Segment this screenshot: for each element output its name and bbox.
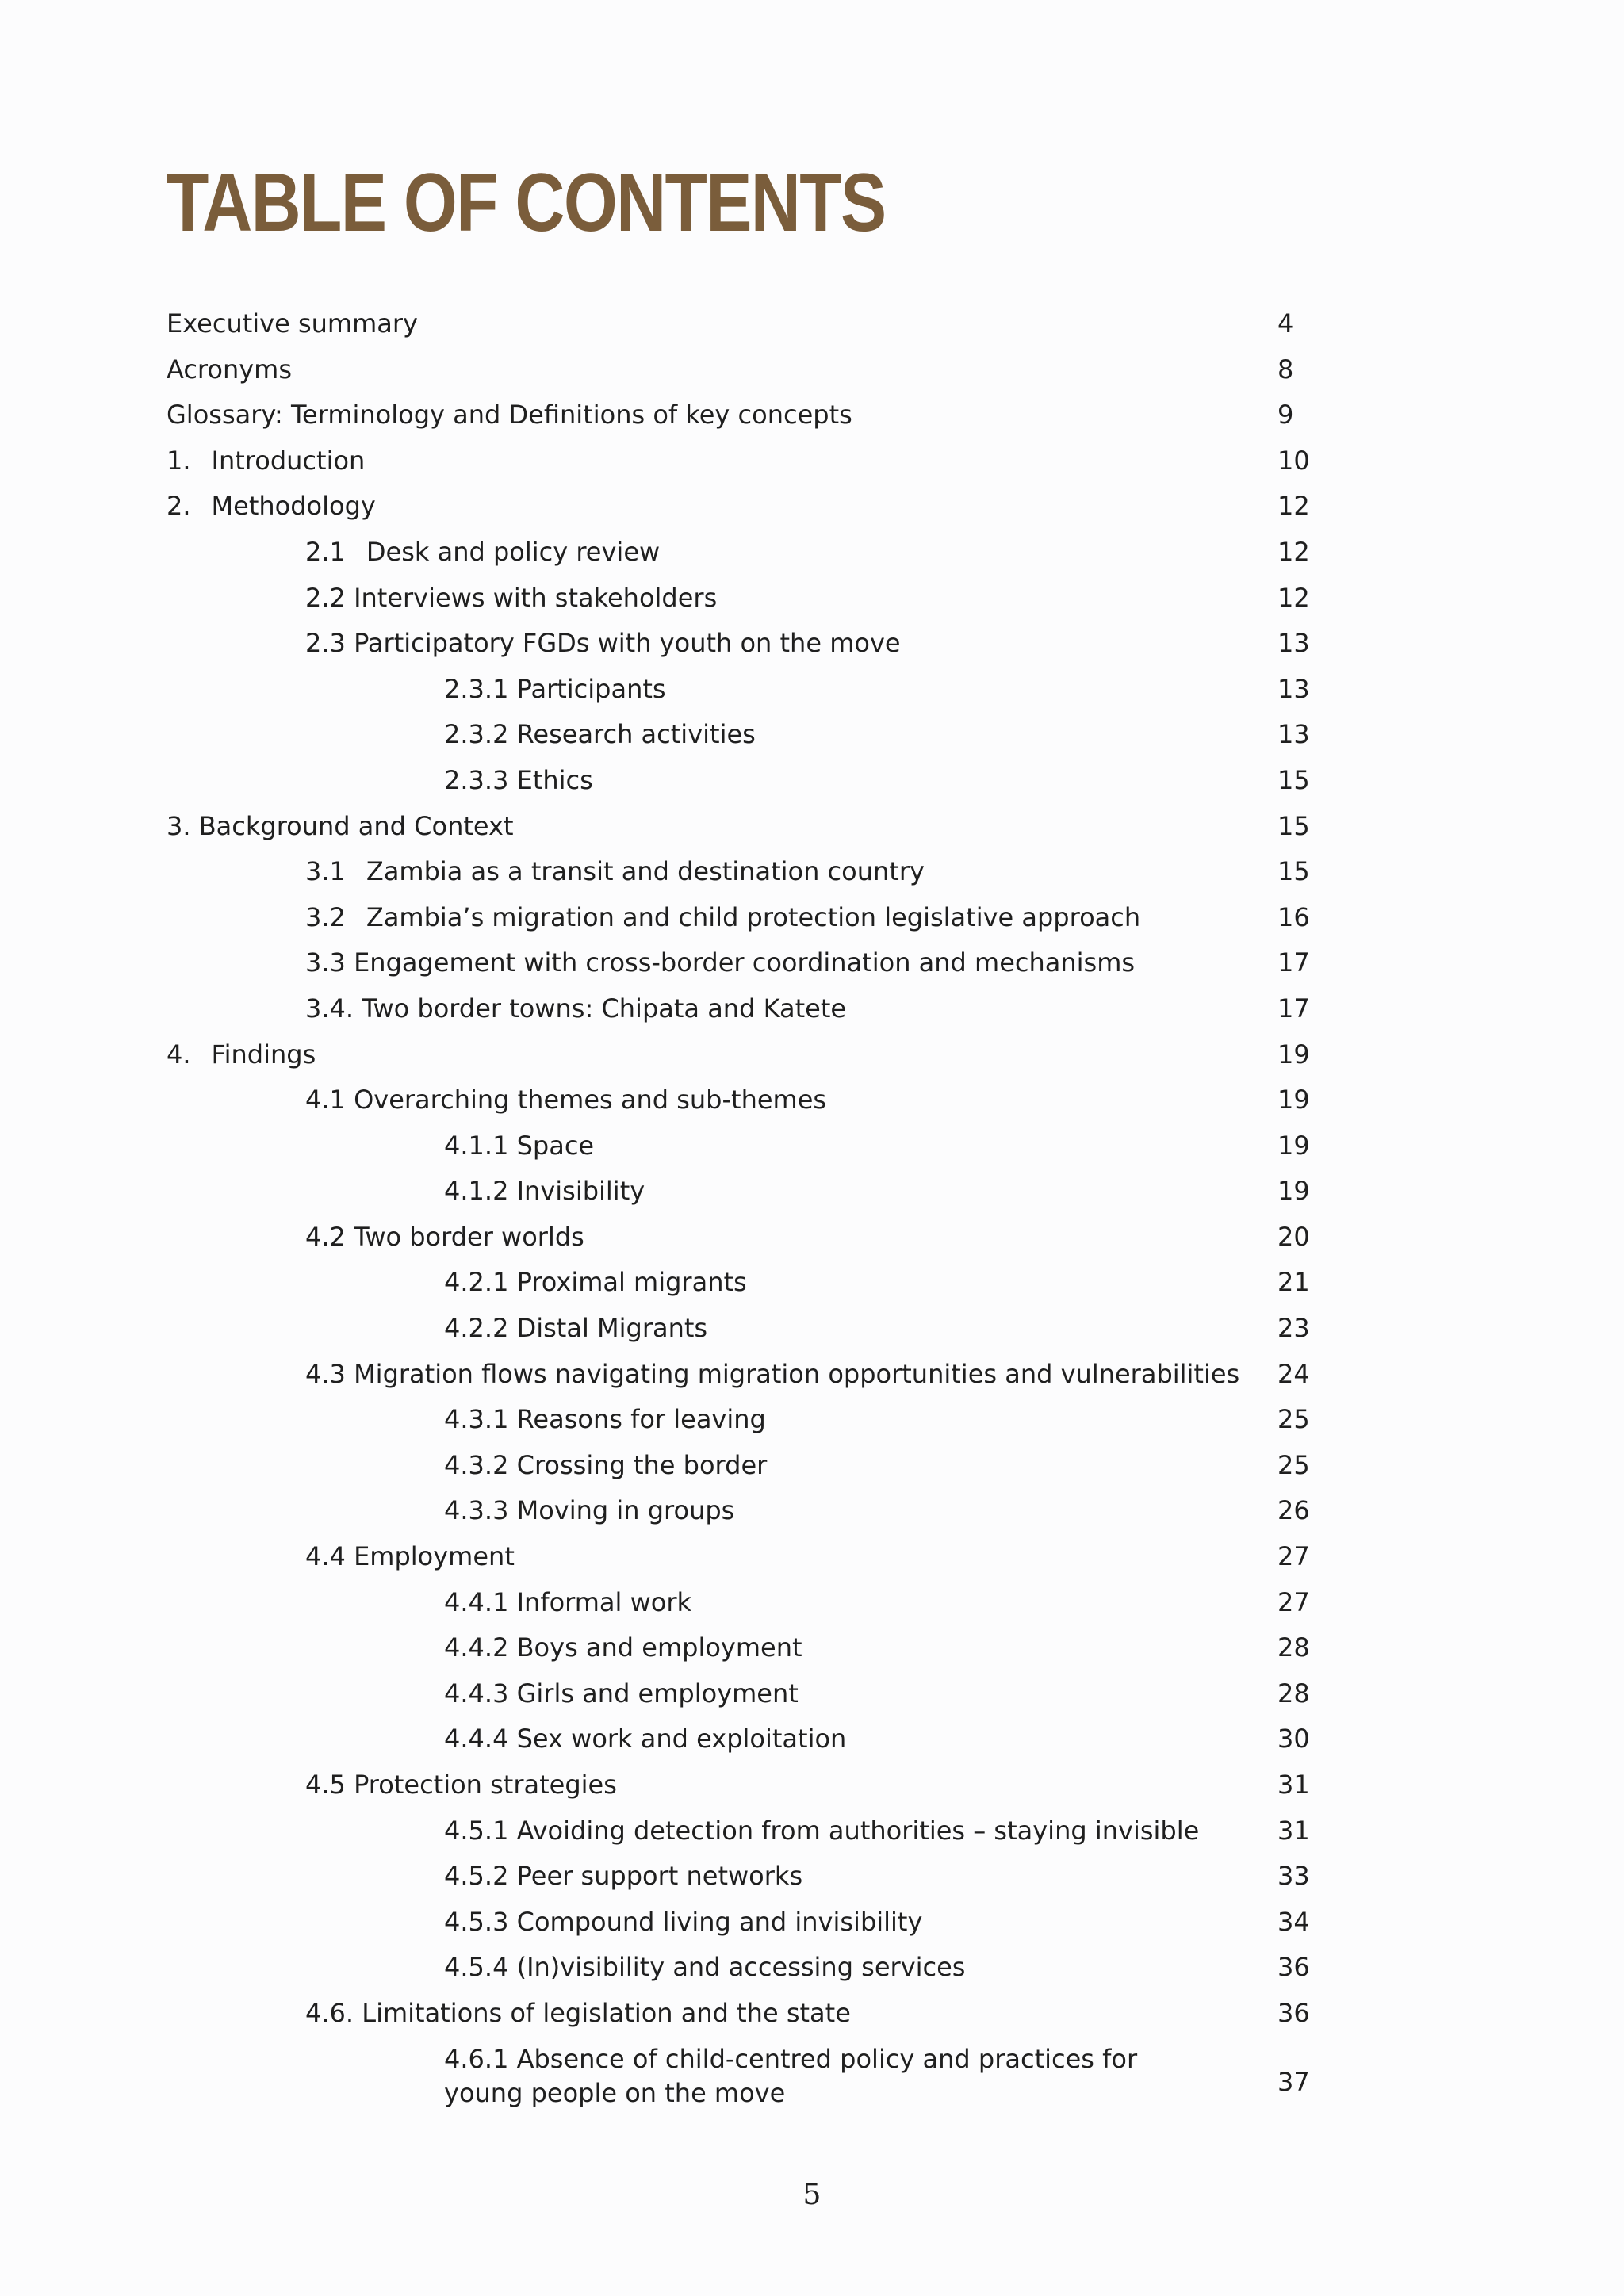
toc-entry[interactable] xyxy=(0,621,1624,667)
toc-entry[interactable] xyxy=(0,1443,1624,1489)
toc-entry[interactable] xyxy=(0,895,1624,941)
toc-entry-title xyxy=(444,1854,802,1900)
toc-entry[interactable] xyxy=(0,758,1624,804)
toc-entry-title xyxy=(167,392,852,438)
toc-entry-label: 4.3.2 Crossing the border xyxy=(444,1449,768,1480)
toc-entry-label: 2.3.1 Participants xyxy=(444,673,666,704)
toc-entry-page-number: 37 xyxy=(1277,2066,1310,2097)
toc-entry[interactable] xyxy=(0,1260,1624,1306)
toc-entry-page-number: 26 xyxy=(1277,1495,1310,1526)
toc-entry-title xyxy=(444,1397,766,1443)
table-of-contents-list xyxy=(0,301,1624,2106)
toc-entry-page-number: 19 xyxy=(1277,1039,1310,1070)
toc-entry-label: 4.3 Migration flows navigating migration opportunities and vulnerabilities xyxy=(305,1358,1240,1389)
toc-entry-page-number: 19 xyxy=(1277,1130,1310,1161)
toc-entry-label: Glossary: Terminology and Definitions of key concepts xyxy=(167,400,852,430)
toc-entry[interactable] xyxy=(0,1671,1624,1717)
toc-entry-number: 3.2 xyxy=(305,901,346,932)
toc-entry-label: 4.4.3 Girls and employment xyxy=(444,1678,799,1709)
toc-entry[interactable] xyxy=(0,1534,1624,1580)
toc-entry-label: 4.6. Limitations of legislation and the state xyxy=(305,1997,851,2028)
toc-entry[interactable] xyxy=(0,1625,1624,1671)
toc-entry[interactable] xyxy=(0,1945,1624,1991)
toc-entry-label: 4.5 Protection strategies xyxy=(305,1770,617,1800)
toc-entry-label: Findings xyxy=(211,1039,316,1070)
toc-entry[interactable] xyxy=(0,530,1624,576)
toc-entry-label: Zambia as a transit and destination country xyxy=(366,856,925,887)
toc-entry[interactable] xyxy=(0,1306,1624,1352)
toc-entry-label: 4.4.1 Informal work xyxy=(444,1586,692,1617)
toc-entry-title xyxy=(305,576,717,622)
toc-entry-page-number: 13 xyxy=(1277,673,1310,704)
toc-entry-label: 3.4. Two border towns: Chipata and Katete xyxy=(305,993,847,1024)
toc-entry-page-number: 10 xyxy=(1277,445,1310,476)
toc-entry[interactable] xyxy=(0,347,1624,393)
toc-entry[interactable] xyxy=(0,1169,1624,1215)
toc-entry[interactable] xyxy=(0,849,1624,895)
toc-entry-label: Methodology xyxy=(211,491,376,522)
toc-entry-label: 4.5.1 Avoiding detection from authorities – staying invisible xyxy=(444,1815,1200,1846)
toc-entry-page-number: 36 xyxy=(1277,1952,1310,1983)
toc-entry-page-number: 28 xyxy=(1277,1632,1310,1663)
toc-entry-title xyxy=(305,1352,1239,1398)
toc-entry-label: Executive summary xyxy=(167,308,418,339)
toc-entry-page-number: 27 xyxy=(1277,1541,1310,1572)
toc-entry[interactable] xyxy=(0,301,1624,347)
toc-entry-label: 4.2.1 Proximal migrants xyxy=(444,1267,747,1298)
toc-entry-label: 4.1.2 Invisibility xyxy=(444,1176,645,1207)
toc-entry[interactable] xyxy=(0,484,1624,530)
toc-entry-page-number: 15 xyxy=(1277,764,1310,795)
toc-entry[interactable] xyxy=(0,1854,1624,1900)
toc-entry[interactable] xyxy=(0,1488,1624,1534)
toc-entry[interactable] xyxy=(0,2037,1624,2106)
toc-entry-page-number: 30 xyxy=(1277,1724,1310,1755)
toc-entry-title xyxy=(167,1032,316,1078)
toc-entry-label: 2.3.2 Research activities xyxy=(444,719,756,750)
page-title: TABLE OF CONTENTS xyxy=(167,157,886,249)
toc-entry-page-number: 15 xyxy=(1277,810,1310,841)
toc-entry-title xyxy=(305,986,846,1032)
toc-entry-label: 4.2.2 Distal Migrants xyxy=(444,1313,708,1344)
toc-entry[interactable] xyxy=(0,1032,1624,1078)
toc-entry-page-number: 17 xyxy=(1277,993,1310,1024)
toc-entry-label: 3.3 Engagement with cross-border coordination and mechanisms xyxy=(305,947,1136,978)
toc-entry-title xyxy=(444,2042,1205,2110)
toc-entry[interactable] xyxy=(0,1397,1624,1443)
toc-entry-number: 1. xyxy=(167,445,191,476)
toc-entry-page-number: 12 xyxy=(1277,582,1310,613)
toc-entry-label: 4.4 Employment xyxy=(305,1541,515,1572)
toc-entry-label: 4.5.4 (In)visibility and accessing services xyxy=(444,1952,966,1983)
toc-entry-number: 2. xyxy=(167,491,191,522)
toc-entry-page-number: 13 xyxy=(1277,719,1310,750)
toc-entry-page-number: 36 xyxy=(1277,1997,1310,2028)
toc-entry-label: Acronyms xyxy=(167,354,293,385)
toc-entry[interactable] xyxy=(0,712,1624,758)
toc-entry-page-number: 23 xyxy=(1277,1313,1310,1344)
toc-entry-title xyxy=(305,1991,851,2037)
toc-entry-title xyxy=(444,1671,799,1717)
toc-entry-title xyxy=(444,1900,922,1946)
toc-entry[interactable] xyxy=(0,1808,1624,1854)
toc-entry-page-number: 19 xyxy=(1277,1176,1310,1207)
toc-entry-page-number: 24 xyxy=(1277,1358,1310,1389)
toc-entry[interactable] xyxy=(0,1352,1624,1398)
toc-entry-title xyxy=(167,484,376,530)
toc-entry-title xyxy=(167,301,418,347)
toc-entry[interactable] xyxy=(0,1716,1624,1762)
toc-entry[interactable] xyxy=(0,804,1624,850)
toc-entry-label: 4.2 Two border worlds xyxy=(305,1221,584,1252)
toc-entry-page-number: 12 xyxy=(1277,491,1310,522)
toc-entry-page-number: 33 xyxy=(1277,1861,1310,1892)
toc-entry-page-number: 21 xyxy=(1277,1267,1310,1298)
toc-entry-label: 4.1 Overarching themes and sub-themes xyxy=(305,1085,827,1115)
toc-entry[interactable] xyxy=(0,576,1624,622)
toc-entry[interactable] xyxy=(0,940,1624,986)
toc-entry-label: Desk and policy review xyxy=(366,536,661,567)
toc-entry-title xyxy=(305,940,1135,986)
toc-entry[interactable] xyxy=(0,438,1624,484)
toc-entry-title xyxy=(444,1945,965,1991)
toc-entry-title xyxy=(305,621,901,667)
page-number: 5 xyxy=(802,2179,822,2211)
toc-entry-title xyxy=(444,712,756,758)
toc-entry-page-number: 15 xyxy=(1277,856,1310,887)
toc-entry-title xyxy=(305,1534,515,1580)
toc-entry-title xyxy=(305,530,660,576)
toc-entry-page-number: 31 xyxy=(1277,1770,1310,1800)
toc-entry-page-number: 4 xyxy=(1277,308,1294,339)
toc-entry[interactable] xyxy=(0,986,1624,1032)
toc-entry-title xyxy=(305,1077,826,1123)
toc-entry-title xyxy=(305,1762,617,1808)
toc-entry-label: Introduction xyxy=(211,445,366,476)
toc-entry-title xyxy=(444,1306,707,1352)
toc-entry-page-number: 8 xyxy=(1277,354,1294,385)
toc-entry[interactable] xyxy=(0,1580,1624,1626)
toc-entry-label: 4.5.3 Compound living and invisibility xyxy=(444,1906,923,1937)
toc-entry-page-number: 17 xyxy=(1277,947,1310,978)
toc-entry-label: 4.1.1 Space xyxy=(444,1130,595,1161)
toc-entry-page-number: 20 xyxy=(1277,1221,1310,1252)
toc-entry-page-number: 9 xyxy=(1277,400,1294,430)
toc-entry-page-number: 25 xyxy=(1277,1404,1310,1435)
toc-entry[interactable] xyxy=(0,1077,1624,1123)
toc-entry-title xyxy=(444,1808,1199,1854)
toc-entry[interactable] xyxy=(0,1762,1624,1808)
toc-entry-number: 2.1 xyxy=(305,536,346,567)
toc-entry-page-number: 13 xyxy=(1277,628,1310,659)
toc-entry-title xyxy=(167,804,514,850)
toc-entry-page-number: 19 xyxy=(1277,1085,1310,1115)
toc-entry-title xyxy=(444,667,666,713)
toc-entry-title xyxy=(444,1625,802,1671)
toc-entry-number: 3.1 xyxy=(305,856,346,887)
toc-entry-label: 2.3.3 Ethics xyxy=(444,764,593,795)
toc-entry-number: 4. xyxy=(167,1039,191,1070)
toc-entry-title xyxy=(167,347,292,393)
toc-entry[interactable] xyxy=(0,1991,1624,2037)
toc-entry-page-number: 16 xyxy=(1277,901,1310,932)
toc-entry-title xyxy=(305,1215,584,1261)
toc-entry-page-number: 12 xyxy=(1277,536,1310,567)
toc-entry-title xyxy=(444,1169,645,1215)
toc-entry[interactable] xyxy=(0,1215,1624,1261)
toc-entry-title xyxy=(444,1716,846,1762)
toc-entry-label: 4.5.2 Peer support networks xyxy=(444,1861,803,1892)
toc-entry[interactable] xyxy=(0,392,1624,438)
toc-entry[interactable] xyxy=(0,1900,1624,1946)
toc-entry-title xyxy=(444,1488,734,1534)
toc-entry[interactable] xyxy=(0,667,1624,713)
toc-entry-title xyxy=(444,1580,691,1626)
toc-entry-label: 4.3.3 Moving in groups xyxy=(444,1495,735,1526)
toc-entry-title xyxy=(305,895,1140,941)
toc-entry-title xyxy=(167,438,365,484)
toc-entry-label: 2.3 Participatory FGDs with youth on the move xyxy=(305,628,901,659)
toc-entry[interactable] xyxy=(0,1123,1624,1169)
toc-entry-label: 4.4.2 Boys and employment xyxy=(444,1632,802,1663)
toc-entry-page-number: 28 xyxy=(1277,1678,1310,1709)
toc-entry-title xyxy=(444,1443,767,1489)
toc-entry-label: 4.3.1 Reasons for leaving xyxy=(444,1404,766,1435)
toc-entry-label: 4.4.4 Sex work and exploitation xyxy=(444,1724,847,1755)
toc-entry-label: 4.6.1 Absence of child-centred policy and practices for young people on the move xyxy=(444,2043,1138,2108)
toc-entry-title xyxy=(444,1260,747,1306)
toc-entry-title xyxy=(444,1123,594,1169)
toc-entry-page-number: 25 xyxy=(1277,1449,1310,1480)
toc-entry-title xyxy=(305,849,925,895)
toc-entry-label: 2.2 Interviews with stakeholders xyxy=(305,582,718,613)
toc-entry-page-number: 34 xyxy=(1277,1906,1310,1937)
toc-entry-page-number: 31 xyxy=(1277,1815,1310,1846)
toc-entry-title xyxy=(444,758,593,804)
toc-entry-label: 3. Background and Context xyxy=(167,810,514,841)
toc-entry-page-number: 27 xyxy=(1277,1586,1310,1617)
toc-entry-label: Zambia’s migration and child protection legislative approach xyxy=(366,901,1141,932)
